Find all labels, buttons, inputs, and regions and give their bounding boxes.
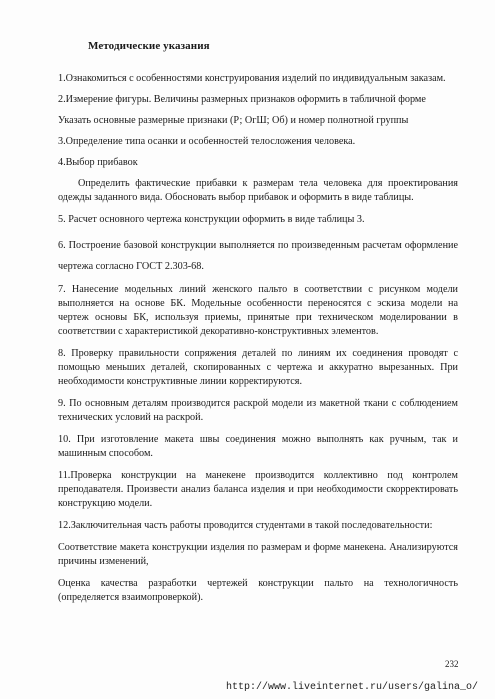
paragraph-3: 3.Определение типа осанки и особенностей телосложения человека. xyxy=(58,136,356,147)
paragraph-1: 1.Ознакомиться с особенностями конструирования изделий по индивидуальным заказам. xyxy=(58,73,446,84)
paragraph-12-item-2: Оценка качества разработки чертежей конструкции пальто на технологичность (определяется взаимопроверкой). xyxy=(58,578,458,603)
paragraph-12: 12.Заключительная часть работы проводится студентами в такой последовательности: xyxy=(58,520,433,531)
watermark-url: http://www.liveinternet.ru/users/galina_o/ xyxy=(226,682,479,693)
paragraph-9: 9. По основным деталям производится раскрой модели из макетной ткани с соблюдением технических условий на раскрой. xyxy=(58,398,458,423)
paragraph-2: 2.Измерение фигуры. Величины размерных признаков оформить в табличной форме xyxy=(58,94,426,105)
paragraph-5: 5. Расчет основного чертежа конструкции оформить в виде таблицы 3. xyxy=(58,214,365,225)
paragraph-10: 10. При изготовление макета швы соединения можно выполнять как ручным, так и машинным способом. xyxy=(58,434,458,459)
paragraph-7: 7. Нанесение модельных линий женского пальто в соответствии с рисунком модели выполняется на основе БК. Модельные особенности переносятся с эскиза модели на чертеж основы БК, используя приемы, принятые при техническом моделировании в соответствии с характеристикой декоративно-конструктивных элементов. xyxy=(58,284,458,337)
page-number: 232 xyxy=(445,659,459,669)
paragraph-4-detail: Определить фактические прибавки к размерам тела человека для проектирования одежды заданного вида. Обосновать выбор прибавок и оформить в виде таблицы. xyxy=(58,178,458,203)
paragraph-6: 6. Построение базовой конструкции выполняется по произведенным расчетам оформление чертежа согласно ГОСТ 2.303-68. xyxy=(58,240,458,272)
page-heading: Методические указания xyxy=(88,40,210,52)
paragraph-2-note: Указать основные размерные признаки (Р; ОгШ; Об) и номер полнотной группы xyxy=(58,115,409,126)
paragraph-8: 8. Проверку правильности сопряжения деталей по линиям их соединения проводят с помощью меньших деталей, скопированных с чертежа и аккуратно вырезанных. При необходимости конструктивные линии корректируются. xyxy=(58,348,458,387)
paragraph-4: 4.Выбор прибавок xyxy=(58,157,138,168)
paragraph-12-item-1: Соответствие макета конструкции изделия по размерам и форме манекена. Анализируются причины изменений, xyxy=(58,542,458,567)
instructions-body xyxy=(58,72,458,613)
paragraph-11: 11.Проверка конструкции на манекене производится коллективно под контролем преподавателя. Произвести анализ баланса изделия и при необходимости скорректировать конструкцию модели. xyxy=(58,470,458,509)
